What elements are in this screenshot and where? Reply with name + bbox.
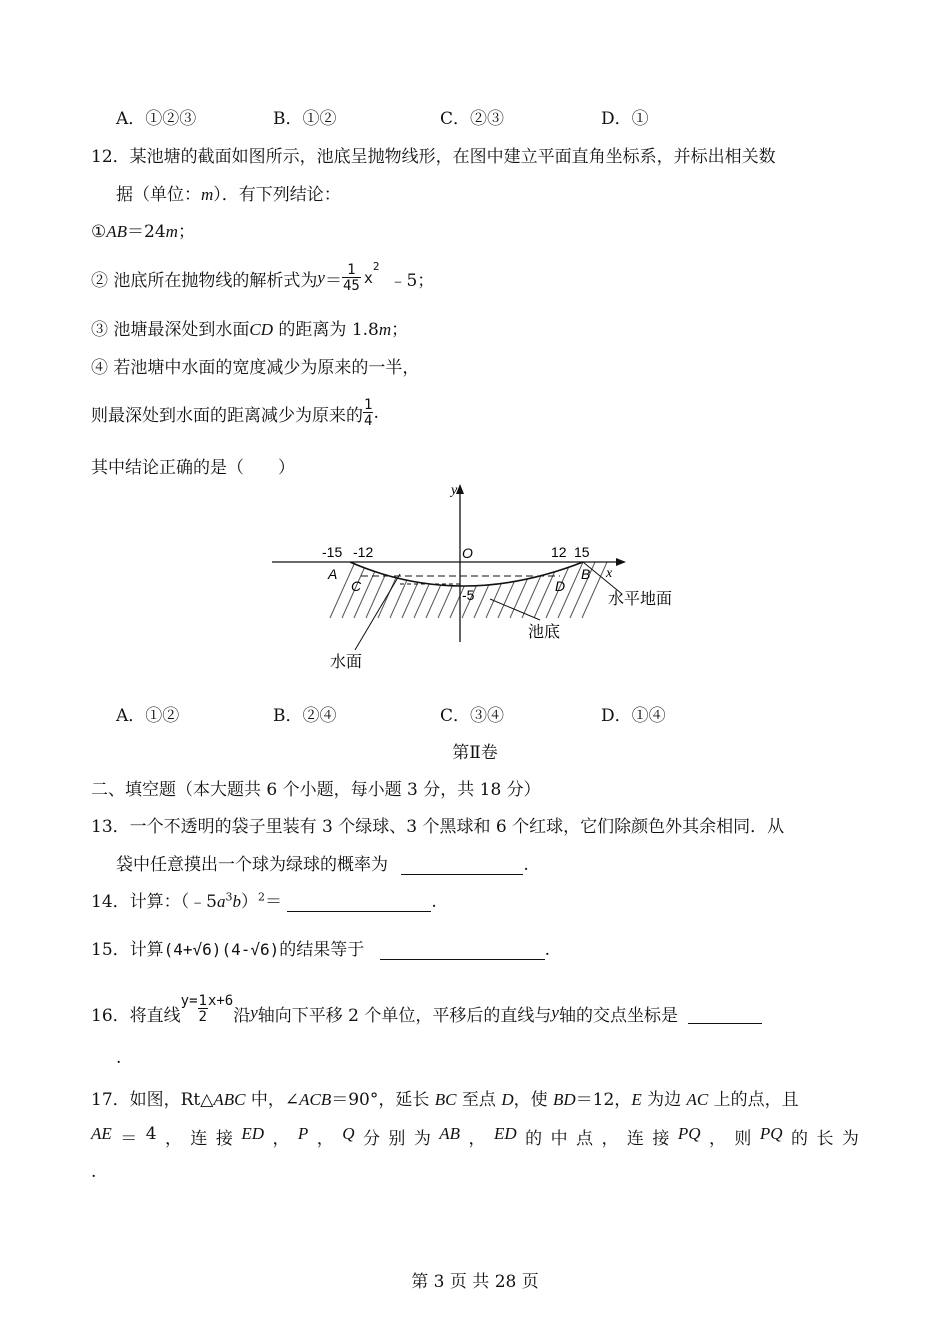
point-a-label: A [328,566,338,582]
q12-option-c: C．③④ [440,706,505,726]
q17-line2: AE ＝ 4 ， 连 接 ED ， P ， Q 分 别 为 AB ， ED 的 中 点 ， 连 接 PQ ， 则 PQ 的 长 为 [91,1124,859,1149]
q14-answer-blank [287,891,431,912]
q12-conclusion-1: ①AB＝24m； [91,222,195,242]
bottom-leader [490,599,540,620]
ground-label: 水平地面 [608,591,673,608]
x-axis-label: x [606,566,613,581]
q12-conclusion-2: ② 池底所在抛物线的解析式为 y ＝ $\frac{1}{45}$ x $^2$ ﹣5； [91,259,435,294]
q12-conclusion-3: ③ 池塘最深处到水面CD 的距离为 1.8m； [91,320,409,340]
tick-neg15: -15 [322,544,343,560]
q12-fraction-1-4: $\frac{1}{4}$ [364,397,373,429]
q12-question: 其中结论正确的是（ ） [91,458,295,478]
q15-answer-blank [380,939,545,960]
pond-bottom-label: 池底 [528,624,561,641]
depth-label: -5 [462,587,475,603]
point-b-label: B [581,566,591,582]
q12-stem-line1: 12．某池塘的截面如图所示，池底呈抛物线形，在图中建立平面直角坐标系，并标出相关数 [91,147,776,167]
q13-line1: 13．一个不透明的袋子里装有 3 个绿球、3 个黑球和 6 个红球，它们除颜色外其余相同．从 [91,817,785,837]
q15: 15．计算(4+√6)(4-√6)的结果等于 . [91,940,551,960]
q11-option-c: C．②③ [440,109,505,129]
q14: 14．计算：$(﹣5a^3b)^2=$ . [91,890,437,912]
x-axis-arrow [616,558,626,566]
q12-conclusion-4-continued: 则最深处到水面的距离减少为原来的 $\frac{1}{4}$ . [91,397,379,429]
q16-answer-blank [688,1003,762,1024]
pond-figure [260,478,700,678]
y-axis-label: y [451,483,458,498]
q17-tail: . [91,1162,97,1182]
q12-option-b: B．②④ [273,706,337,726]
point-c-label: C [351,578,362,594]
q12-stem-line2: 据（单位：m）．有下列结论： [116,185,341,205]
q16-tail: . [116,1048,122,1068]
q11-option-d: D．① [601,109,649,129]
part2-heading: 二、填空题（本大题共 6 个小题，每小题 3 分，共 18 分） [91,780,541,800]
section-title: 第Ⅱ卷 [452,743,498,763]
q16-fraction-1-2: $\frac{1}{2}$ [198,993,207,1025]
q12-option-d: D．①④ [601,706,666,726]
tick-15: 15 [574,544,590,560]
tick-neg12: -12 [353,544,374,560]
q13-answer-blank [401,854,523,875]
q12-option-a: A．①② [116,706,180,726]
q11-option-a: A．①②③ [116,109,197,129]
water-label: 水面 [330,654,363,671]
q17-line1: 17．如图，Rt△ABC 中，∠ACB＝90°，延长 BC 至点 D，使 BD＝12，E 为边 AC 上的点，且 [91,1090,799,1110]
q15-expr-1: (4+√6) [163,940,222,959]
q16: 16．将直线 y= $\frac{1}{2}$ x+6 沿 y 轴向下平移 2 个单位，平移后的直线与 y 轴的交点坐标是 [91,988,762,1038]
q13-line2: 袋中任意摸出一个球为绿球的概率为 . [116,855,529,875]
pond-bottom-curve [350,562,583,586]
q15-expr-2: (4-√6) [221,940,280,959]
page-footer: 第 3 页 共 28 页 [411,1272,539,1292]
q11-option-b: B．①② [273,109,337,129]
water-leader [355,574,400,650]
origin-label: O [462,545,473,561]
point-d-label: D [555,578,566,594]
q12-fraction-1-45: $\frac{1}{45}$ [342,262,360,294]
q12-conclusion-4: ④ 若池塘中水面的宽度减少为原来的一半， [91,358,420,378]
tick-12: 12 [551,544,567,560]
